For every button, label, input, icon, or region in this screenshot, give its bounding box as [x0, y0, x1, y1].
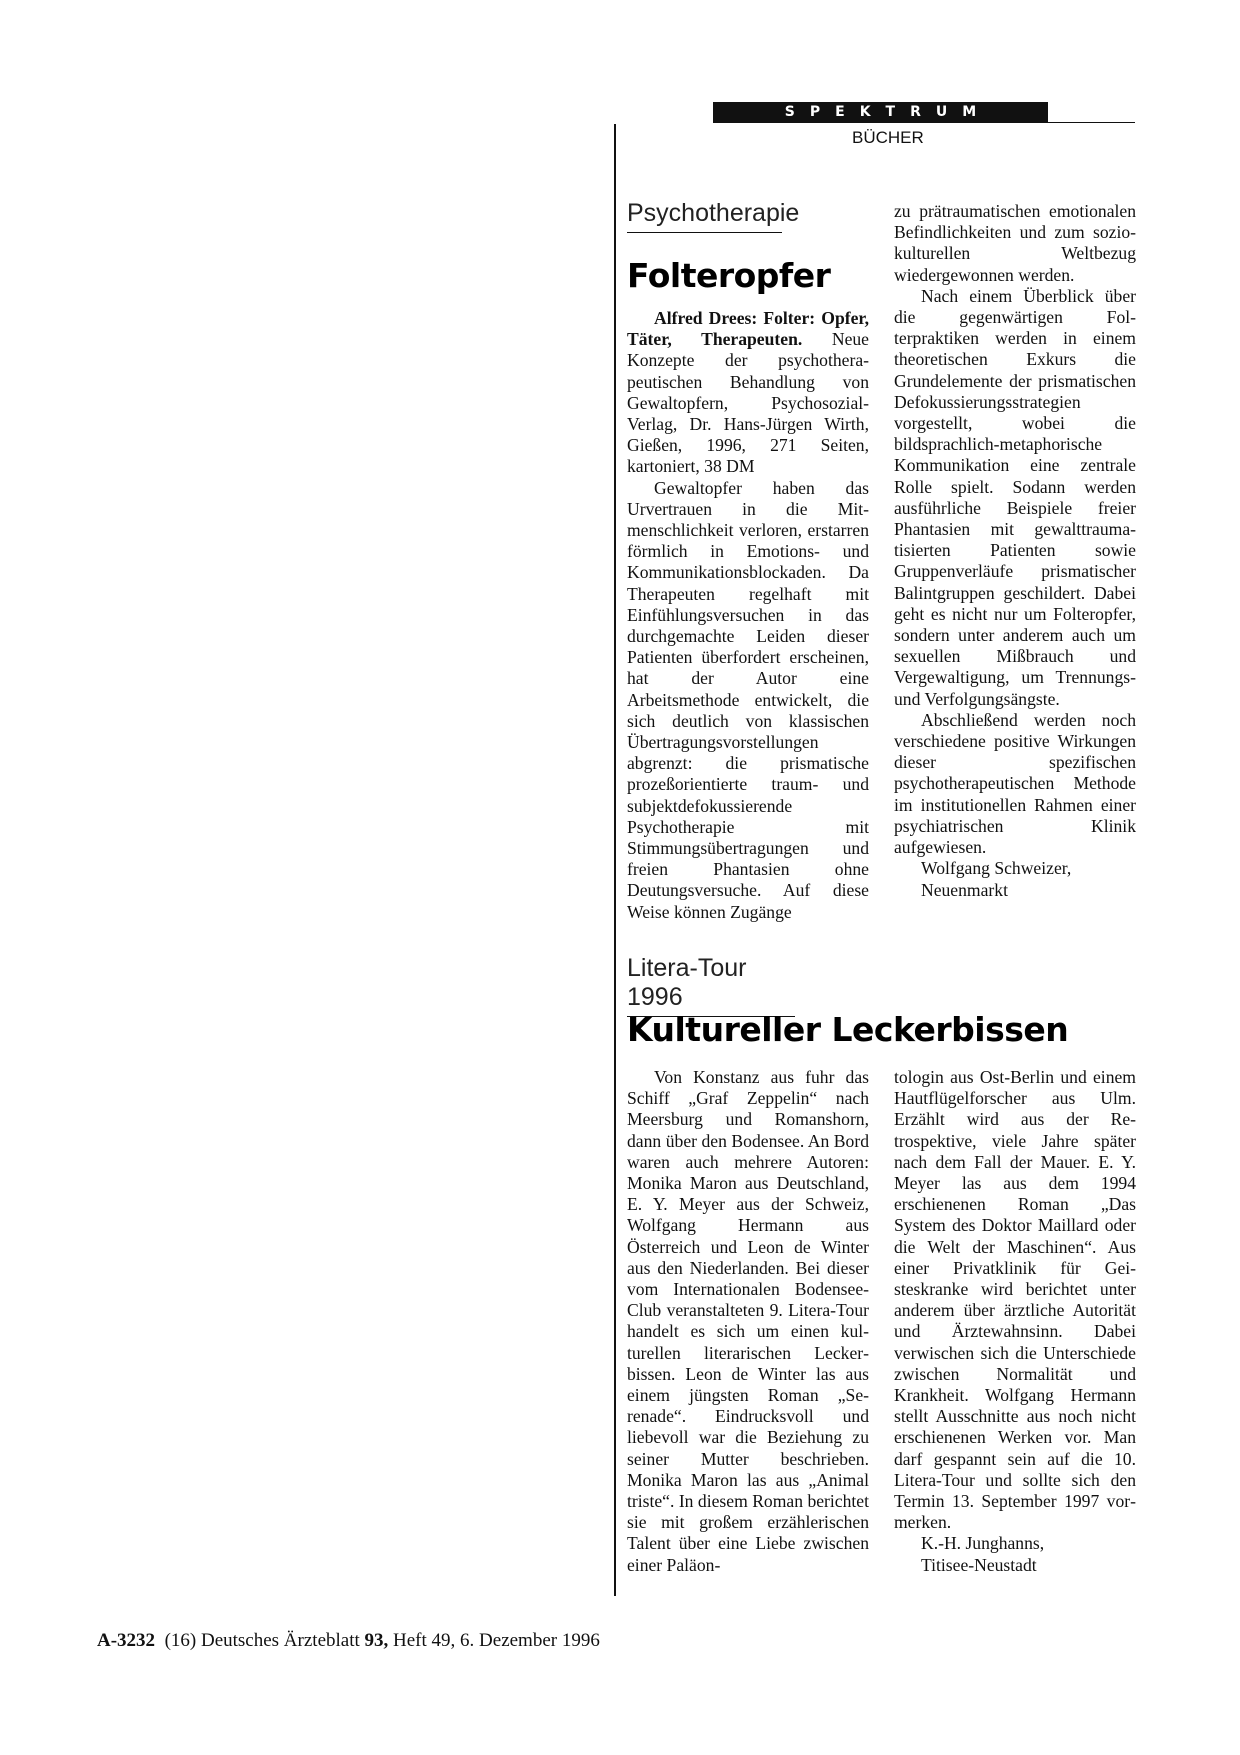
article1-paragraph-3: Abschließend werden noch verschiedene positive Wirkungen dieser spezifischen psychotherapeutischen Methode im institutionellen Rahmen einer psychiatrischen Klinik aufgewiesen.: [894, 709, 1136, 858]
footer-journal: (16) Deutsches Ärzteblatt: [164, 1630, 365, 1651]
article1-body-cont: zu prätraumatischen emotionalen Befindlichkeiten und zum sozio-kulturellen Weltbezug wiedergewonnen werden.: [894, 201, 1136, 285]
page-footer: [97, 1630, 600, 1652]
article2-author: K.-H. Junghanns,: [921, 1533, 1045, 1554]
article2-body-start: Von Konstanz aus fuhr das Schiff „Graf Zeppelin“ nach Meersburg und Romanshorn, dann über den Bodensee. An Bord waren auch mehrere Autoren: Monika Maron aus Deutschland, E. Y. Meyer aus der Schweiz, Wolfgang Hermann aus Österreich und Leon de Winter aus den Niederlanden. Bei dieser vom Internationalen Bodensee-Club veranstalteten 9. Litera-Tour handelt es sich um einen kulturellen literarischen Leckerbissen. Leon de Winter las aus einem jüngsten Roman „Serenade“. Eindrucksvoll und liebevoll war die Beziehung zu seiner Mutter beschrieben. Monika Maron las aus „Animal triste“. In diesem Roman berichtet sie mit großem erzählerischen Talent über eine Liebe zwischen einer Paläon-: [627, 1067, 869, 1575]
header-rule: [713, 122, 1135, 123]
article2-place: Titisee-Neustadt: [921, 1554, 1037, 1575]
article1-column-right: [894, 201, 1136, 901]
footer-volume: 93,: [364, 1630, 389, 1651]
article2-column-right: [894, 1067, 1136, 1576]
article1-headline: Folteropfer: [627, 256, 831, 295]
article1-author: Wolfgang Schweizer,: [921, 858, 1072, 879]
article1-bib-bold: Alfred Drees: Folter: Opfer, Täter, Therapeuten.: [627, 308, 869, 350]
section-banner: SPEKTRUM: [713, 102, 1048, 122]
column-divider: [614, 124, 616, 1596]
article1-kicker: Psychotherapie: [627, 199, 782, 233]
article1-bibliography: [627, 308, 869, 478]
article1-column-left: [627, 308, 869, 923]
footer-issue: Heft 49, 6. Dezember 1996: [388, 1630, 600, 1651]
article1-paragraph-2: Nach einem Überblick über die gegenwärtigen Folterpraktiken werden in einem theoretischen Exkurs die Grundelemente der prismatischen Defokussierungsstrategien vorgestellt, wobei die bildsprachlich-metaphorische Kommunikation eine zentrale Rolle spielt. Sodann werden ausführliche Beispiele freier Phantasien mit gewalttraumatisierten Patienten sowie Gruppenverläufe prismatischer Balintgruppen geschildert. Dabei geht es nicht nur um Folteropfer, sondern unter anderem auch um sexuellen Mißbrauch und Vergewaltigung, um Trennungs- und Verfolgungsängste.: [894, 285, 1136, 709]
article2-kicker: Litera-Tour 1996: [627, 954, 795, 1017]
article1-body-start: Gewaltopfer haben das Urvertrauen in die Mitmenschlichkeit verloren, erstarren förmlich in Emotions- und Kommunikationsblockaden. Da Therapeuten regelhaft mit Einfühlungsversuchen in das durchgemachte Leiden dieser Patienten überfordert erscheinen, hat der Autor eine Arbeitsmethode entwickelt, die sich deutlich von klassischen Übertragungsvorstellungen abgrenzt: die prismatische prozeßorientierte traum- und subjektdefokussierende Psychotherapie mit Stimmungsübertragungen und freien Phantasien ohne Deutungsversuche. Auf diese Weise können Zugänge: [627, 477, 869, 922]
article2-body-cont: tologin aus Ost-Berlin und einem Hautflügelforscher aus Ulm. Erzählt wird aus der Retrospektive, viele Jahre später nach dem Fall der Mauer. E. Y. Meyer las aus dem 1994 erschienenen Roman „Das System des Doktor Maillard oder die Welt der Maschinen“. Aus einer Privatklinik für Geisteskranke wird berichtet unter anderem über ärztliche Autorität und Ärztewahnsinn. Dabei verwischen sich die Unterschiede zwischen Normalität und Krankheit. Wolfgang Hermann stellt Ausschnitte aus noch nicht erschienenen Werken vor. Man darf gespannt sein auf die 10. Litera-Tour und sollte sich den Termin 13. September 1997 vormerken.: [894, 1067, 1136, 1533]
article1-bib-rest: Neue Konzepte der psychotherapeutischen Behandlung von Gewaltopfern, Psychosozial-Verlag, Dr. Hans-Jürgen Wirth, Gießen, 1996, 271 Seiten, kartoniert, 38 DM: [627, 329, 869, 477]
section-label: BÜCHER: [852, 128, 924, 147]
article1-place: Neuenmarkt: [921, 879, 1008, 900]
article2-column-left: [627, 1067, 869, 1576]
article2-headline: Kultureller Leckerbissen: [627, 1010, 1069, 1049]
page-number: A-3232: [97, 1630, 156, 1651]
